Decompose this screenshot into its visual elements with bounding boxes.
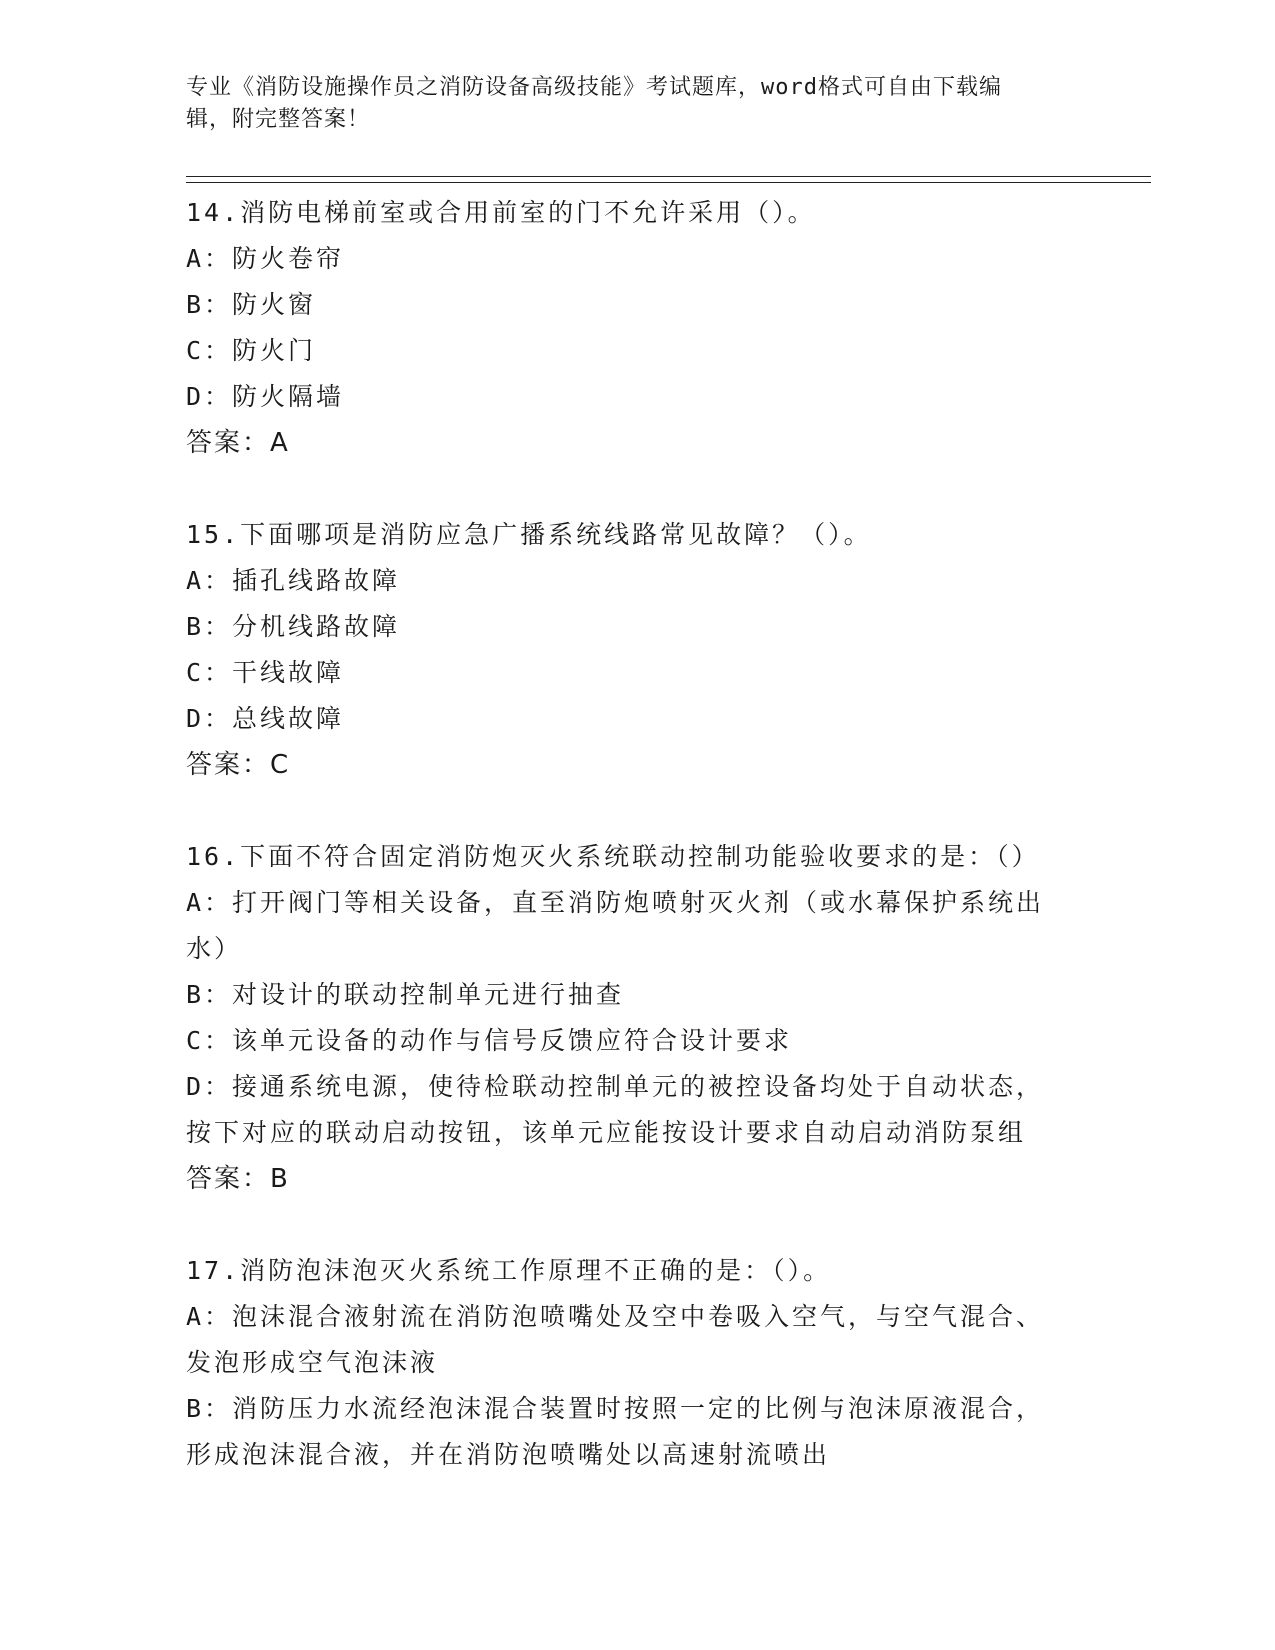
header-line-2: 辑，附完整答案！	[186, 107, 371, 132]
option-b: B：消防压力水流经泡沫混合装置时按照一定的比例与泡沫原液混合，	[186, 1394, 1045, 1423]
question-16	[186, 834, 1066, 1202]
option-a: A：插孔线路故障	[186, 566, 401, 595]
option-a: A：防火卷帘	[186, 244, 345, 273]
option-a: A：泡沫混合液射流在消防泡喷嘴处及空中卷吸入空气，与空气混合、	[186, 1302, 1045, 1331]
answer: 答案：A	[186, 428, 290, 458]
answer: 答案：B	[186, 1164, 290, 1194]
question-stem: 15.下面哪项是消防应急广播系统线路常见故障？（）。	[186, 520, 872, 549]
option-d: D：接通系统电源，使待检联动控制单元的被控设备均处于自动状态，	[186, 1072, 1045, 1101]
option-d: D：防火隔墙	[186, 382, 345, 411]
option-a-continued: 水）	[186, 934, 243, 963]
option-c: C：防火门	[186, 336, 317, 365]
option-b-continued: 形成泡沫混合液，并在消防泡喷嘴处以高速射流喷出	[186, 1440, 831, 1469]
document-header	[186, 72, 1066, 136]
spacer	[186, 1202, 1066, 1248]
option-c: C：干线故障	[186, 658, 345, 687]
option-d: D：总线故障	[186, 704, 345, 733]
question-15	[186, 512, 1066, 788]
spacer	[186, 466, 1066, 512]
option-a-continued: 发泡形成空气泡沫液	[186, 1348, 439, 1377]
option-d-continued: 按下对应的联动启动按钮，该单元应能按设计要求自动启动消防泵组	[186, 1118, 1027, 1147]
question-stem: 14.消防电梯前室或合用前室的门不允许采用（）。	[186, 198, 816, 227]
spacer	[186, 788, 1066, 834]
option-c: C：该单元设备的动作与信号反馈应符合设计要求	[186, 1026, 793, 1055]
question-17	[186, 1248, 1066, 1478]
answer: 答案：C	[186, 750, 291, 780]
question-stem: 16.下面不符合固定消防炮灭火系统联动控制功能验收要求的是：（）	[186, 842, 1040, 871]
header-divider	[186, 176, 1151, 183]
header-line-1: 专业《消防设施操作员之消防设备高级技能》考试题库，word格式可自由下载编	[186, 75, 1002, 100]
option-b: B：防火窗	[186, 290, 317, 319]
option-a: A：打开阀门等相关设备，直至消防炮喷射灭火剂（或水幕保护系统出	[186, 888, 1045, 917]
question-stem: 17.消防泡沫泡灭火系统工作原理不正确的是：（）。	[186, 1256, 832, 1285]
question-14	[186, 190, 1066, 466]
option-b: B：分机线路故障	[186, 612, 401, 641]
option-b: B：对设计的联动控制单元进行抽查	[186, 980, 625, 1009]
question-list	[186, 190, 1066, 1478]
